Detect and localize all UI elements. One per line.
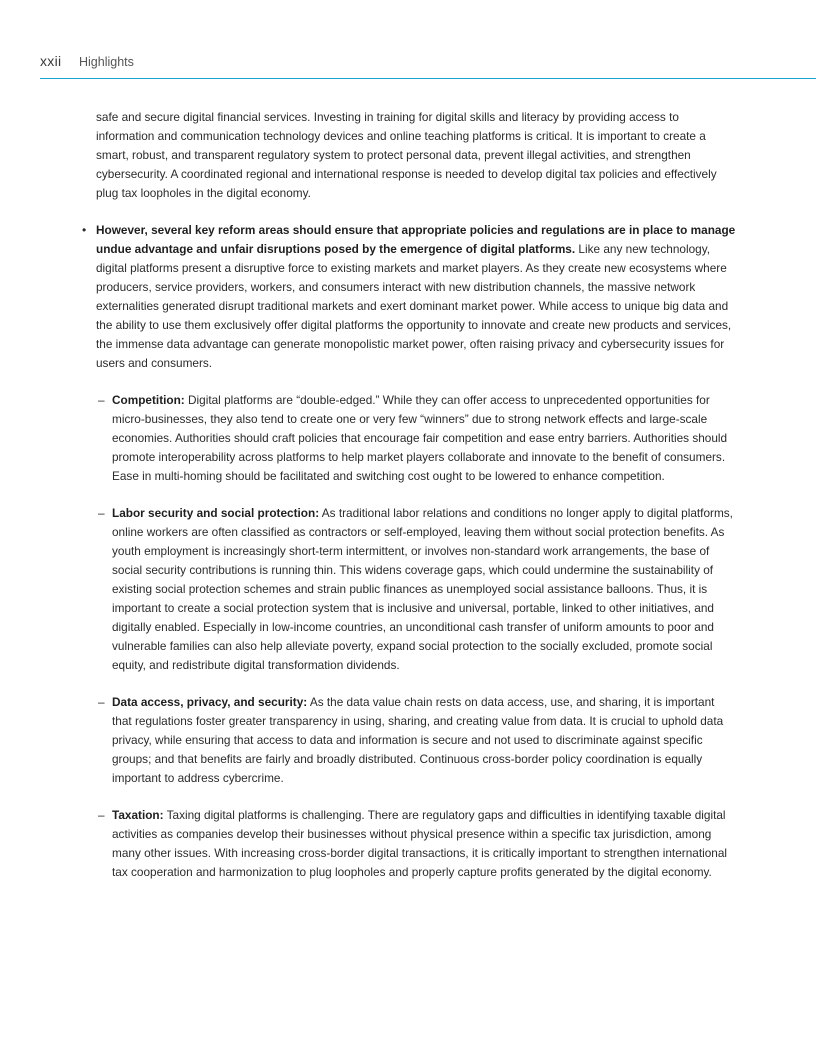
subitem-lead: Labor security and social protection: xyxy=(112,506,320,520)
subitem-paragraph xyxy=(112,693,736,788)
dash-marker: – xyxy=(98,506,105,520)
subitem-labor-security xyxy=(98,504,736,675)
bullet-marker: • xyxy=(82,223,87,237)
subitem-text: As traditional labor relations and conditions no longer apply to digital platforms, online workers are often classified as contractors or self-employed, leaving them without social protection benefits. As youth employment is increasingly short-term intermittent, or involves non-standard work arrangements, the base of social security contributions is running thin. This widens coverage gaps, which could undermine the sustainability of existing social protection schemes and strain public finances as unemployed social assistance balloons. Thus, it is important to create a social protection system that is inclusive and universal, portable, linked to other initiatives, and digitally enabled. Especially in low-income countries, an unconditional cash transfer of uniform amounts to poor and vulnerable families can also help alleviate poverty, expand social protection to the socially excluded, promote social equity, and redistribute digital transformation dividends. xyxy=(112,506,733,672)
bullet-lead: However, several key reform areas should ensure that appropriate policies and regulations are in place to manage undue advantage and unfair disruptions posed by the emergence of digital platforms. xyxy=(96,223,736,256)
subitem-paragraph xyxy=(112,391,736,486)
subitem-data-access xyxy=(98,693,736,788)
subitem-lead: Taxation: xyxy=(112,808,164,822)
bullet-item xyxy=(82,221,736,373)
page-header xyxy=(0,0,816,80)
intro-paragraph: safe and secure digital financial services. Investing in training for digital skills and literacy by providing access to information and communication technology devices and online teaching platforms is critical. It is important to create a smart, robust, and transparent regulatory system to protect personal data, prevent illegal activities, and strengthen cybersecurity. A coordinated regional and international response is needed to develop digital tax policies and effectively plug tax loopholes in the digital economy. xyxy=(96,110,717,200)
subitem-lead: Competition: xyxy=(112,393,185,407)
subitem-text: As the data value chain rests on data access, use, and sharing, it is important that regulations foster greater transparency in using, sharing, and creating value from data. It is crucial to uphold data privacy, while ensuring that access to data and information is secure and not used to discriminate against specific groups; and that benefits are fairly and broadly distributed. Continuous cross-border policy coordination is equally important to address cybercrime. xyxy=(112,695,724,785)
subitem-paragraph xyxy=(112,504,736,675)
dash-marker: – xyxy=(98,808,105,822)
subitem-text: Taxing digital platforms is challenging. There are regulatory gaps and difficulties in identifying taxable digital activities as companies develop their businesses without physical presence within a specific tax jurisdiction, among many other issues. With increasing cross-border digital transactions, it is critically important to strengthen international tax cooperation and harmonization to plug loopholes and properly capture profits generated by the digital economy. xyxy=(112,808,728,879)
bullet-paragraph xyxy=(96,221,736,373)
dash-marker: – xyxy=(98,393,105,407)
header-rule xyxy=(40,78,816,79)
section-title: Highlights xyxy=(79,55,134,69)
dash-marker: – xyxy=(98,695,105,709)
subitem-text: Digital platforms are “double-edged.” While they can offer access to unprecedented opportunities for micro-businesses, they also tend to create one or very few “winners” due to strong network effects and large-scale economies. Authorities should craft policies that encourage fair competition and ease entry barriers. Authorities should promote interoperability across platforms to help market players collaborate and innovate to the benefit of consumers. Ease in multi-homing should be facilitated and switching cost ought to be lowered to enhance competition. xyxy=(112,393,728,483)
page-body xyxy=(0,108,816,882)
subitem-lead: Data access, privacy, and security: xyxy=(112,695,308,709)
subitem-taxation xyxy=(98,806,736,882)
page-number: xxii xyxy=(40,53,62,69)
bullet-text: Like any new technology, digital platforms present a disruptive force to existing markets and market players. As they create new ecosystems where producers, service providers, workers, and consumers interact with new distribution channels, the massive network externalities generated disrupt traditional markets and exert dominant market power. While access to unique big data and the ability to use them exclusively offer digital platforms the opportunity to innovate and create new products and services, the immense data advantage can generate monopolistic market power, often raising privacy and cybersecurity issues for users and consumers. xyxy=(96,242,732,370)
subitem-paragraph xyxy=(112,806,736,882)
subitem-competition xyxy=(98,391,736,486)
